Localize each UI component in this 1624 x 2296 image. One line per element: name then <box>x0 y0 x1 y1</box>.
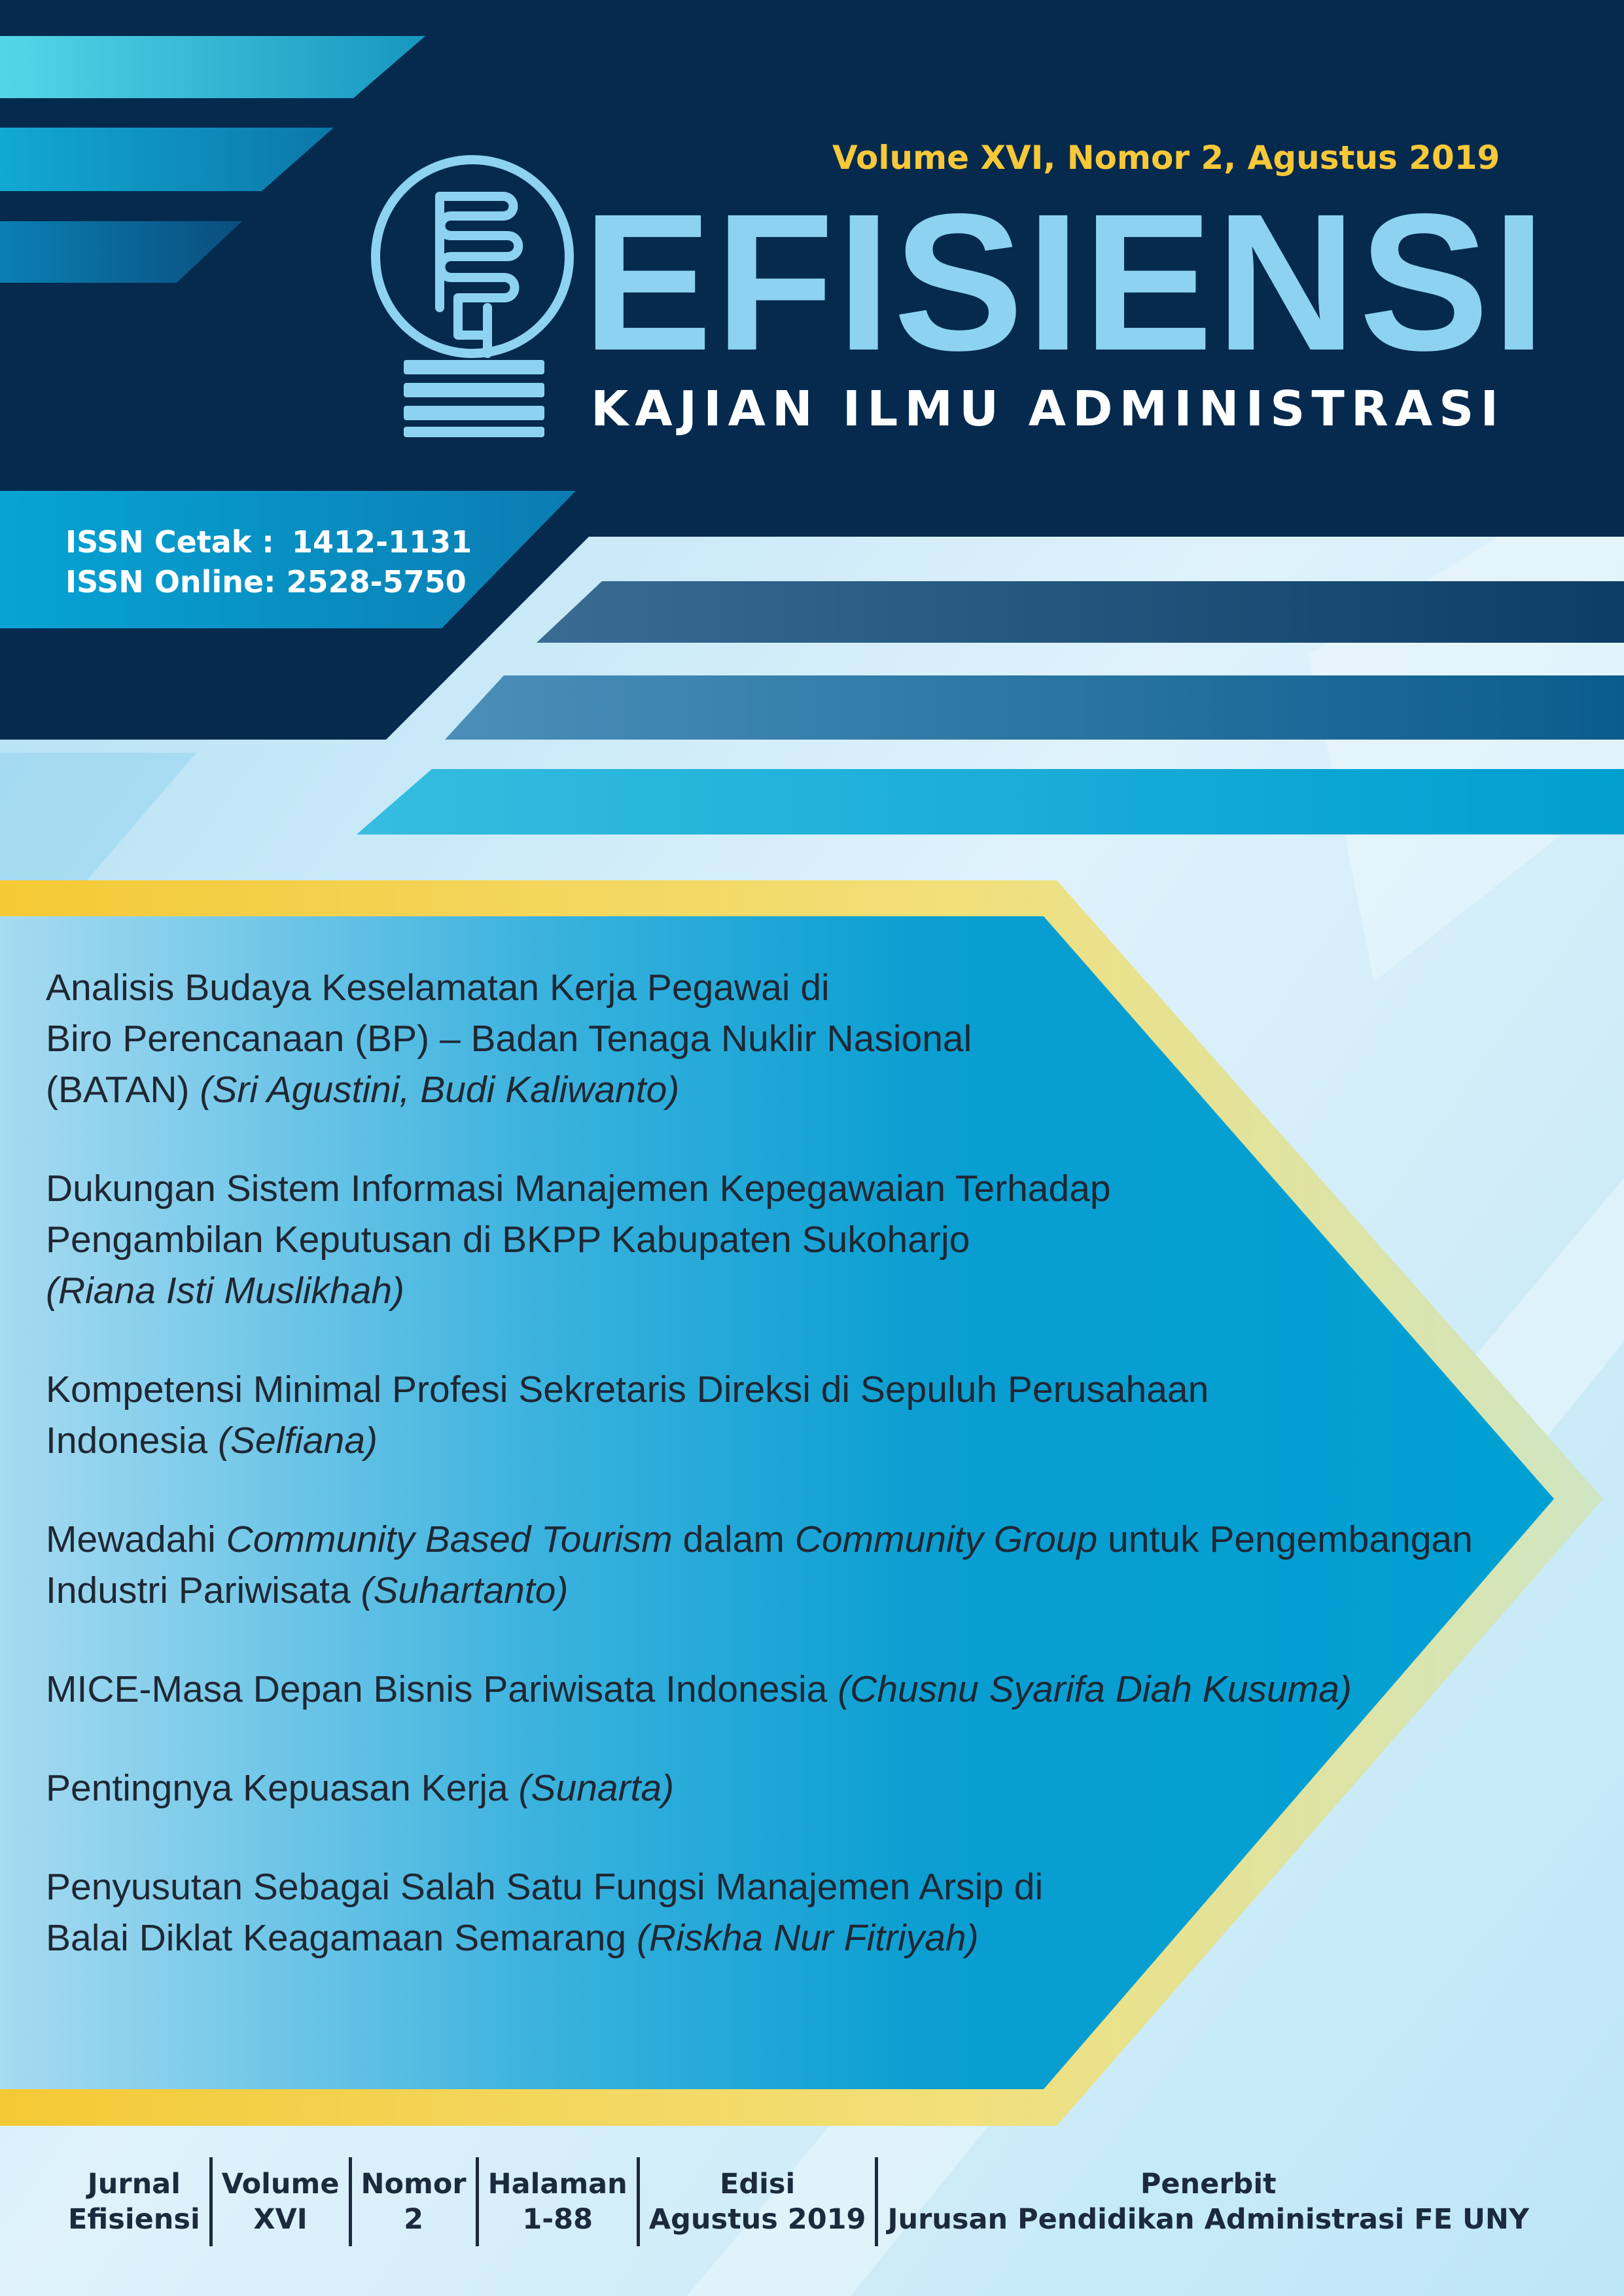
footer-edition <box>640 2157 875 2246</box>
footer-pages <box>479 2157 637 2246</box>
issn-block <box>65 522 472 602</box>
footer-label: Nomor <box>361 2168 467 2200</box>
article-1 <box>46 962 1551 1115</box>
article-author: (Chusnu Syarifa Diah Kusuma) <box>838 1668 1352 1710</box>
footer-value: 2 <box>404 2203 423 2236</box>
footer-label: Halaman <box>487 2168 627 2200</box>
footer-value: XVI <box>253 2203 308 2236</box>
article-author: (Riana Isti Muslikhah) <box>46 1270 405 1312</box>
stripe-2 <box>445 675 1624 740</box>
footer-value: Jurusan Pendidikan Administrasi FE UNY <box>887 2203 1530 2236</box>
article-2 <box>46 1163 1551 1316</box>
article-author: (Suhartanto) <box>361 1570 569 1611</box>
article-title: Penyusutan Sebagai Salah Satu Fungsi Manajemen Arsip di Balai Diklat Keagamaan Semarang <box>46 1866 1044 1959</box>
footer-value: 1-88 <box>522 2203 593 2236</box>
article-title: Kompetensi Minimal Profesi Sekretaris Direksi di Sepuluh Perusahaan Indonesia <box>46 1369 1209 1462</box>
article-title: Dukungan Sistem Informasi Manajemen Kepegawaian Terhadap Pengambilan Keputusan di BKPP Kabupaten Sukoharjo <box>46 1168 1111 1261</box>
article-author: (Sri Agustini, Budi Kaliwanto) <box>200 1069 680 1111</box>
article-title: Analisis Budaya Keselamatan Kerja Pegawai di Biro Perencanaan (BP) – Badan Tenaga Nuklir Nasional (BATAN) <box>46 967 972 1111</box>
article-author: (Selfiana) <box>218 1420 378 1462</box>
issn-online-row <box>65 562 472 602</box>
stripe-1 <box>537 581 1624 643</box>
stripe-3 <box>357 769 1624 834</box>
footer-label: Volume <box>221 2168 340 2200</box>
issn-online-value: 2528-5750 <box>286 564 467 600</box>
article-title: MICE-Masa Depan Bisnis Pariwisata Indonesia <box>46 1668 838 1710</box>
article-title-part: Mewadahi <box>46 1518 226 1560</box>
footer-publisher <box>878 2157 1538 2246</box>
article-7 <box>46 1861 1551 1964</box>
journal-title: EFISIENSI <box>582 173 1549 391</box>
footer-label: Penerbit <box>1140 2168 1277 2200</box>
footer-volume <box>213 2157 349 2246</box>
article-title-italic: Community Group <box>794 1518 1098 1560</box>
article-4 <box>46 1514 1551 1616</box>
volume-line: Volume XVI, Nomor 2, Agustus 2019 <box>832 139 1500 177</box>
article-5 <box>46 1664 1551 1715</box>
article-title-part: untuk Pengembangan Industri Pariwisata <box>46 1518 1473 1611</box>
journal-subtitle: KAJIAN ILMU ADMINISTRASI <box>590 381 1505 437</box>
issn-print-label: ISSN Cetak : <box>65 524 274 560</box>
issn-print-row <box>65 522 472 562</box>
footer-journal <box>59 2157 209 2246</box>
article-title-part: dalam <box>672 1518 795 1560</box>
footer-value: Agustus 2019 <box>648 2203 866 2236</box>
article-title: Pentingnya Kepuasan Kerja <box>46 1767 519 1809</box>
article-3 <box>46 1364 1551 1466</box>
issn-online-label: ISSN Online: <box>65 564 276 600</box>
footer-number <box>352 2157 476 2246</box>
footer-label: Edisi <box>720 2168 796 2200</box>
article-6 <box>46 1763 1551 1814</box>
footer-value: Efisiensi <box>68 2203 200 2236</box>
footer-label: Jurnal <box>87 2168 181 2200</box>
article-author: (Riskha Nur Fitriyah) <box>637 1917 979 1959</box>
footer-info <box>59 2157 1538 2246</box>
article-author: (Sunarta) <box>518 1767 675 1809</box>
issn-print-value: 1412-1131 <box>292 524 472 560</box>
article-title-italic: Community Based Tourism <box>226 1518 673 1560</box>
accent-bar-1 <box>0 36 425 98</box>
table-of-contents <box>46 962 1551 2011</box>
